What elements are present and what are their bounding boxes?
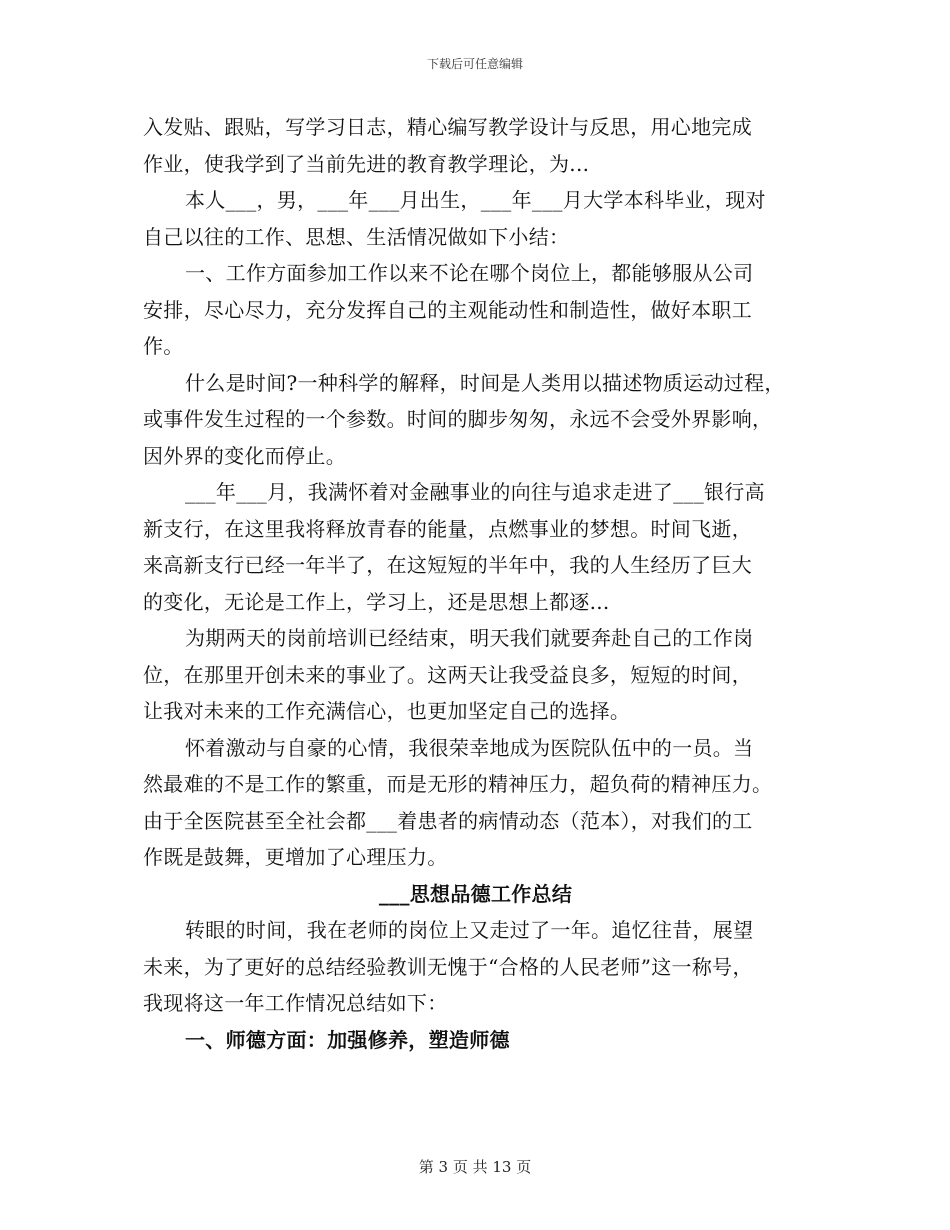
text-line: 未来，为了更好的总结经验教训无愧于“合格的人民老师”这一称号，: [143, 954, 753, 979]
subsection-heading: 一、师德方面：加强修养，塑造师德: [185, 1027, 510, 1052]
text-line: 让我对未来的工作充满信心，也更加坚定自己的选择。: [143, 699, 631, 723]
text-line: 或事件发生过程的一个参数。时间的脚步匆匆，永远不会受外界影响，: [143, 407, 773, 431]
text-line: 作。: [143, 334, 184, 358]
text-line: 因外界的变化而停止。: [143, 443, 346, 468]
text-line: 怀着激动与自豪的心情，我很荣幸地成为医院队伍中的一员。当: [185, 735, 754, 760]
body-text: [143, 109, 808, 1058]
text-line: 我现将这一年工作情况总结如下：: [143, 991, 448, 1015]
text-line: 自己以往的工作、思想、生活情况做如下小结：: [143, 224, 570, 249]
text-line: 的变化，无论是工作上，学习上，还是思想上都逐...: [143, 589, 610, 614]
page-footer: 第 3 页 共 13 页: [418, 1158, 532, 1176]
text-line: 作业，使我学到了当前先进的教育教学理论，为...: [143, 151, 590, 176]
text-line: ___年___月，我满怀着对金融事业的向往与追求走进了___银行高: [185, 480, 765, 504]
section-title: ___思想品德工作总结: [378, 881, 573, 906]
text-line: 转眼的时间，我在老师的岗位上又走过了一年。追忆往昔，展望: [185, 918, 754, 942]
text-line: 位，在那里开创未来的事业了。这两天让我受益良多，短短的时间，: [143, 662, 752, 687]
text-line: 什么是时间?一种科学的解释，时间是人类用以描述物质运动过程，: [185, 370, 785, 395]
text-line: 由于全医院甚至全社会都___着患者的病情动态（范本），对我们的工: [143, 808, 753, 833]
text-line: 入发贴、跟贴，写学习日志，精心编写教学设计与反思，用心地完成: [143, 115, 752, 139]
text-line: 为期两天的岗前培训已经结束，明天我们就要奔赴自己的工作岗: [185, 626, 754, 650]
page-header: 下载后可任意编辑: [426, 57, 523, 71]
text-line: 一、工作方面参加工作以来不论在哪个岗位上，都能够服从公司: [185, 261, 754, 285]
text-line: 新支行，在这里我将释放青春的能量，点燃事业的梦想。时间飞逝，: [143, 516, 752, 541]
text-line: 安排，尽心尽力，充分发挥自己的主观能动性和制造性，做好本职工: [143, 297, 752, 322]
text-line: 作既是鼓舞，更增加了心理压力。: [143, 845, 448, 869]
text-line: 来高新支行已经一年半了，在这短短的半年中，我的人生经历了巨大: [143, 553, 752, 577]
text-line: 本人___，男，___年___月出生，___年___月大学本科毕业，现对: [185, 188, 766, 212]
text-line: 然最难的不是工作的繁重，而是无形的精神压力，超负荷的精神压力。: [143, 772, 773, 796]
